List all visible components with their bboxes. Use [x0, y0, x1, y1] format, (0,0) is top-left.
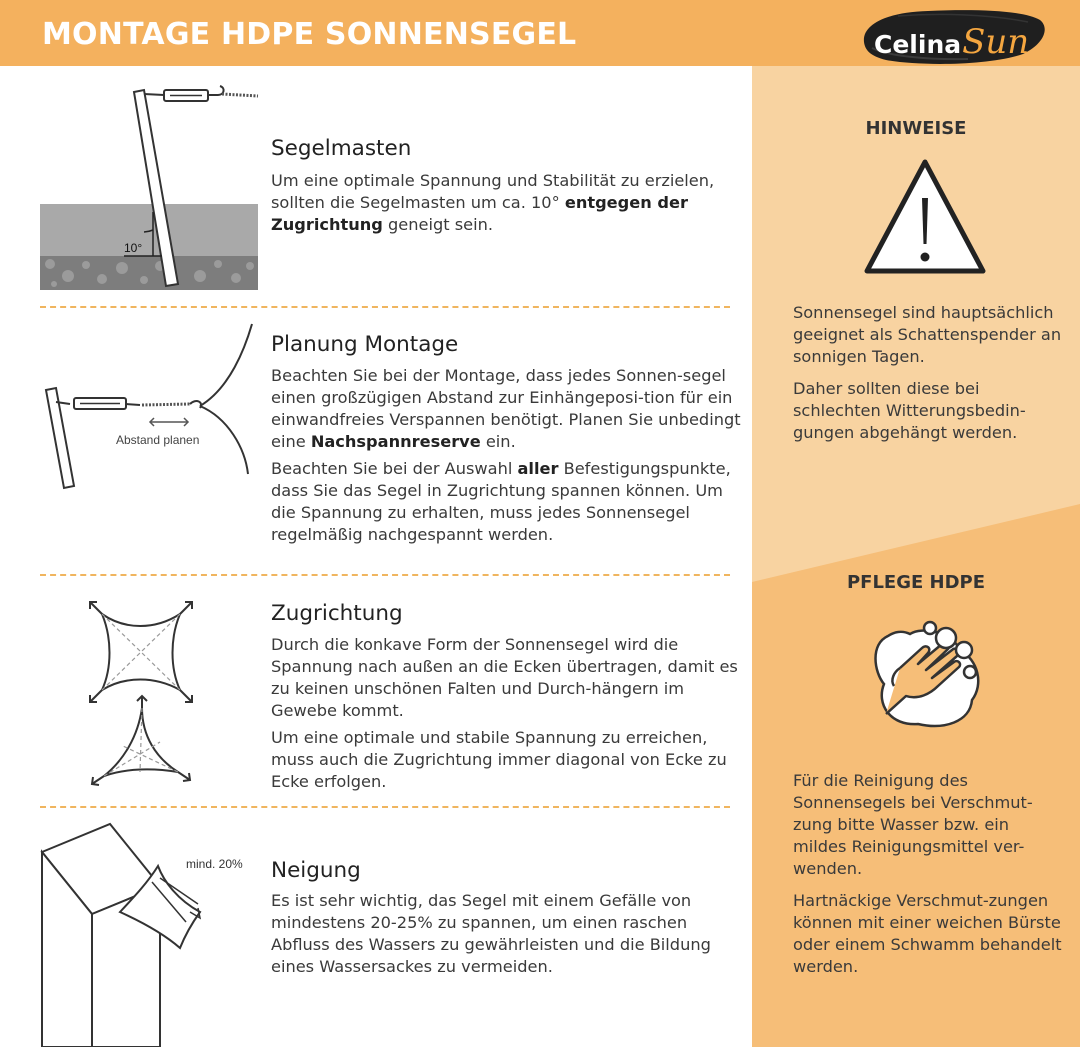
hinweise-paragraph: Daher sollten diese bei schlechten Witterungsbedin-gungen abgehängt werden.: [793, 379, 1026, 442]
mast-angle-label: 10°: [124, 241, 143, 255]
section-title-segelmasten: Segelmasten: [271, 136, 412, 161]
turnbuckle-icon: [40, 318, 270, 498]
section-text-zugrichtung: [271, 634, 741, 798]
info-sidebar: [752, 66, 1080, 1047]
sail-shapes-icon: [80, 596, 210, 796]
emphasis-text: Nachspannreserve: [310, 432, 481, 451]
text-run: Befestigungspunkte, dass Sie das Segel in Zugrichtung spannen können. Um die Spannung zu erhalten, muss jedes Sonnensegel regelmäßig nachgespannt werden.: [271, 459, 731, 544]
pflege-heading: PFLEGE HDPE: [846, 572, 986, 593]
mast-icon: [40, 80, 270, 292]
section-title-neigung: Neigung: [271, 858, 361, 883]
section-title-zugrichtung: Zugrichtung: [271, 601, 403, 626]
section-title-planung-montage: Planung Montage: [271, 332, 459, 357]
text-run: Beachten Sie bei der Auswahl: [271, 459, 518, 478]
section-divider: [40, 574, 730, 576]
hinweise-heading: HINWEISE: [865, 118, 967, 139]
section-text-segelmasten: [271, 170, 741, 241]
hinweise-paragraph: Sonnensegel sind hauptsächlich geeignet als Schattenspender an sonnigen Tagen.: [793, 303, 1062, 366]
washing-hand-icon: [860, 614, 990, 738]
text-run: geneigt sein.: [382, 215, 494, 234]
warning-triangle-icon: [860, 154, 990, 278]
text-run: Es ist sehr wichtig, das Segel mit einem Gefälle von mindestens 20-25% zu spannen, um einen raschen Abfluss des Wassers zu gewährleisten und die Bildung eines Wassersackes zu vermeiden.: [271, 891, 711, 976]
section-paragraph: [271, 634, 741, 722]
section-text-neigung: [271, 890, 741, 983]
text-run: Durch die konkave Form der Sonnensegel wird die Spannung nach außen an die Ecken übertragen, damit es zu keinen unschönen Falten und Durch-hängern im Gewebe kommt.: [271, 635, 738, 720]
logo-text: CelinaSun: [874, 22, 1030, 62]
text-run: ein.: [480, 432, 516, 451]
text-run: Beachten Sie bei der Montage, dass jedes Sonnen-segel einen großzügigen Abstand zur Einhängeposi-tion für ein einwandfreies Verspannen benötigt. Planen Sie unbedingt eine: [271, 366, 741, 451]
section-divider: [40, 806, 730, 808]
pflege-paragraph: Für die Reinigung des Sonnensegels bei Verschmut-zung bitte Wasser bzw. ein mildes Reinigungsmittel ver-wenden.: [793, 771, 1033, 878]
pflege-paragraph: Hartnäckige Verschmut-zungen können mit einer weichen Bürste oder einem Schwamm behandelt werden.: [793, 891, 1062, 976]
text-run: Um eine optimale Spannung und Stabilität zu erzielen, sollten die Segelmasten um ca. 10°: [271, 171, 715, 212]
emphasis-text: entgegen der Zugrichtung: [271, 193, 688, 234]
section-paragraph: [271, 365, 741, 453]
section-paragraph: [271, 458, 741, 546]
pflege-text: [793, 770, 1063, 988]
emphasis-text: aller: [517, 459, 559, 478]
section-text-planung-montage: [271, 365, 741, 551]
slope-icon: [40, 822, 270, 1047]
hinweise-text: [793, 302, 1063, 454]
section-divider: [40, 306, 730, 308]
section-paragraph: [271, 170, 741, 236]
turnbuckle-label: Abstand planen: [116, 433, 200, 447]
slope-label: mind. 20%: [186, 857, 243, 871]
page-title: MONTAGE HDPE SONNENSEGEL: [42, 17, 577, 52]
celina-sun-logo: [858, 4, 1048, 68]
section-paragraph: [271, 890, 741, 978]
section-paragraph: [271, 727, 741, 793]
text-run: Um eine optimale und stabile Spannung zu erreichen, muss auch die Zugrichtung immer diagonal von Ecke zu Ecke erfolgen.: [271, 728, 727, 791]
